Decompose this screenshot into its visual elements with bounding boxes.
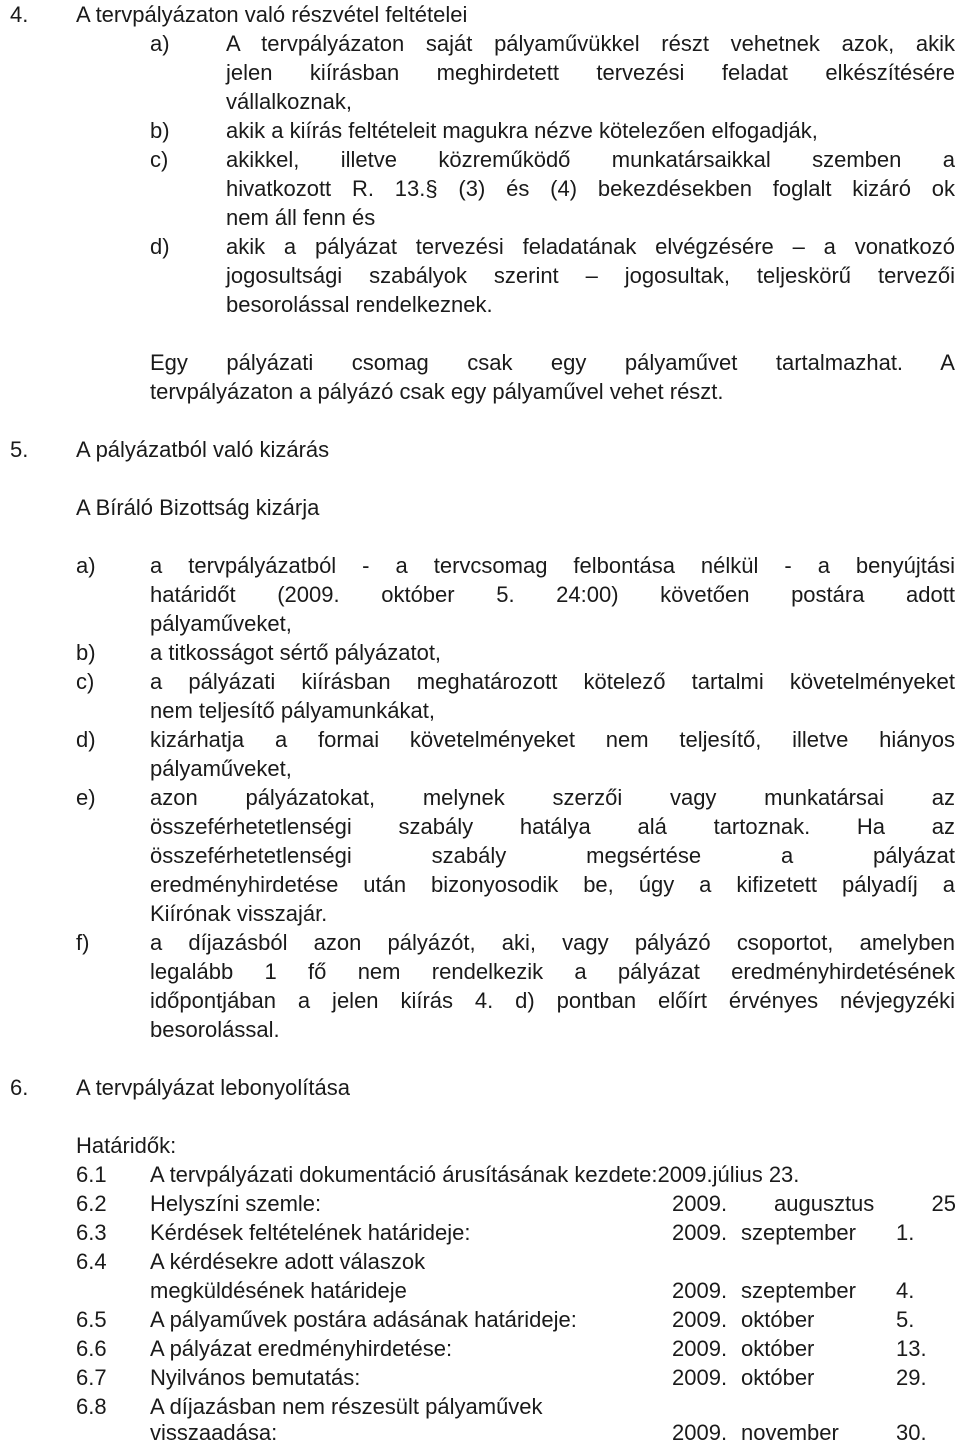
section-title: A tervpályázaton való részvétel feltételei [76, 2, 468, 27]
item-line: eredményhirdetése után bizonyosodik be, úgy a kifizetett pályadíj a [150, 872, 955, 897]
deadlines-label: Határidők: [76, 1133, 177, 1158]
deadline-label: A pályázat eredményhirdetése: [150, 1336, 453, 1361]
deadline-year: 2009. [672, 1191, 728, 1216]
deadline-year: 2009. [672, 1365, 728, 1390]
item-marker: a) [150, 31, 170, 56]
note-line: Egy pályázati csomag csak egy pályaművet tartalmazhat. A [150, 350, 955, 375]
deadline-number: 6.8 [76, 1394, 107, 1419]
deadline-day: 29. [896, 1365, 927, 1390]
item-line: a titkosságot sértő pályázatot, [150, 640, 442, 665]
note-line: tervpályázaton a pályázó csak egy pályaművel vehet részt. [150, 379, 724, 404]
item-marker: f) [76, 930, 90, 955]
item-marker: d) [150, 234, 170, 259]
item-line: A tervpályázaton saját pályaművükkel részt vehetnek azok, akik [226, 31, 955, 56]
deadline-label-cont: visszaadása: [150, 1420, 278, 1445]
item-line: besorolással. [150, 1017, 280, 1042]
deadline-month: október [741, 1307, 815, 1332]
deadline-number: 6.4 [76, 1249, 107, 1274]
deadline-number: 6.6 [76, 1336, 107, 1361]
section-number: 4. [10, 2, 29, 27]
deadline-month: október [741, 1336, 815, 1361]
section-intro: A Bíráló Bizottság kizárja [76, 495, 320, 520]
deadline-label: A díjazásban nem részesült pályaművek [150, 1394, 543, 1419]
deadline-day: 1. [896, 1220, 915, 1245]
item-marker: c) [150, 147, 169, 172]
item-line: kizárhatja a formai követelményeket nem teljesítő, illetve hiányos [150, 727, 955, 752]
item-line: nem teljesítő pályamunkákat, [150, 698, 435, 723]
deadline-label: A kérdésekre adott válaszok [150, 1249, 426, 1274]
item-line: a díjazásból azon pályázót, aki, vagy pályázó csoportot, amelyben [150, 930, 955, 955]
item-marker: a) [76, 553, 96, 578]
deadline-number: 6.3 [76, 1220, 107, 1245]
deadline-number: 6.5 [76, 1307, 107, 1332]
item-marker: c) [76, 669, 95, 694]
section-number: 5. [10, 437, 29, 462]
deadline-label: Kérdések feltételének határideje: [150, 1220, 471, 1245]
deadline-day: 13. [896, 1336, 927, 1361]
item-line: akik a pályázat tervezési feladatának elvégzésére – a vonatkozó [226, 234, 955, 259]
deadline-text: A tervpályázati dokumentáció árusításának kezdete:2009.július 23. [150, 1162, 800, 1187]
deadline-month: november [741, 1420, 839, 1445]
item-line: jelen kiírásban meghirdetett tervezési feladat elkészítésére [226, 60, 955, 85]
deadline-month: augusztus [774, 1191, 875, 1216]
deadline-label: A pályaművek postára adásának határideje: [150, 1307, 577, 1332]
item-line: besorolással rendelkeznek. [226, 292, 493, 317]
section-title: A tervpályázat lebonyolítása [76, 1075, 350, 1100]
item-line: a pályázati kiírásban meghatározott kötelező tartalmi követelményeket [150, 669, 955, 694]
item-line: nem áll fenn és [226, 205, 376, 230]
item-line: pályaműveket, [150, 611, 292, 636]
item-line: a tervpályázatból - a tervcsomag felbontása nélkül - a benyújtási [150, 553, 955, 578]
item-line: összeférhetetlenségi szabály hatálya alá tartoznak. Ha az [150, 814, 955, 839]
deadline-month: szeptember [741, 1278, 856, 1303]
item-line: pályaműveket, [150, 756, 292, 781]
section-number: 6. [10, 1075, 29, 1100]
deadline-year: 2009. [672, 1278, 728, 1303]
deadline-month: október [741, 1365, 815, 1390]
item-line: akik a kiírás feltételeit magukra nézve kötelezően elfogadják, [226, 118, 818, 143]
deadline-year: 2009. [672, 1336, 728, 1361]
item-line: akikkel, illetve közreműködő munkatársaikkal szemben a [226, 147, 955, 172]
deadline-year: 2009. [672, 1420, 728, 1445]
item-marker: b) [76, 640, 96, 665]
section-title: A pályázatból való kizárás [76, 437, 330, 462]
deadline-month: szeptember [741, 1220, 856, 1245]
deadline-year: 2009. [672, 1307, 728, 1332]
deadline-number: 6.7 [76, 1365, 107, 1390]
item-line: vállalkoznak, [226, 89, 352, 114]
deadline-day: 25 [931, 1191, 956, 1216]
deadline-day: 30. [896, 1420, 927, 1445]
item-marker: b) [150, 118, 170, 143]
item-line: Kiírónak visszajár. [150, 901, 328, 926]
deadline-number: 6.1 [76, 1162, 107, 1187]
item-line: időpontjában a jelen kiírás 4. d) pontban előírt érvényes névjegyzéki [150, 988, 955, 1013]
item-marker: d) [76, 727, 96, 752]
deadline-year: 2009. [672, 1220, 728, 1245]
item-line: azon pályázatokat, melynek szerzői vagy munkatársai az [150, 785, 955, 810]
item-marker: e) [76, 785, 96, 810]
deadline-day: 4. [896, 1278, 915, 1303]
deadline-day: 5. [896, 1307, 915, 1332]
deadline-label: Nyilvános bemutatás: [150, 1365, 361, 1390]
item-line: összeférhetetlenségi szabály megsértése a pályázat [150, 843, 955, 868]
item-line: legalább 1 fő nem rendelkezik a pályázat eredményhirdetésének [150, 959, 955, 984]
deadline-label: Helyszíni szemle: [150, 1191, 322, 1216]
item-line: határidőt (2009. október 5. 24:00) követően postára adott [150, 582, 955, 607]
deadline-label-cont: megküldésének határideje [150, 1278, 407, 1303]
item-line: jogosultsági szabályok szerint – jogosultak, teljeskörű tervezői [226, 263, 955, 288]
item-line: hivatkozott R. 13.§ (3) és (4) bekezdésekben foglalt kizáró ok [226, 176, 955, 201]
deadline-number: 6.2 [76, 1191, 107, 1216]
